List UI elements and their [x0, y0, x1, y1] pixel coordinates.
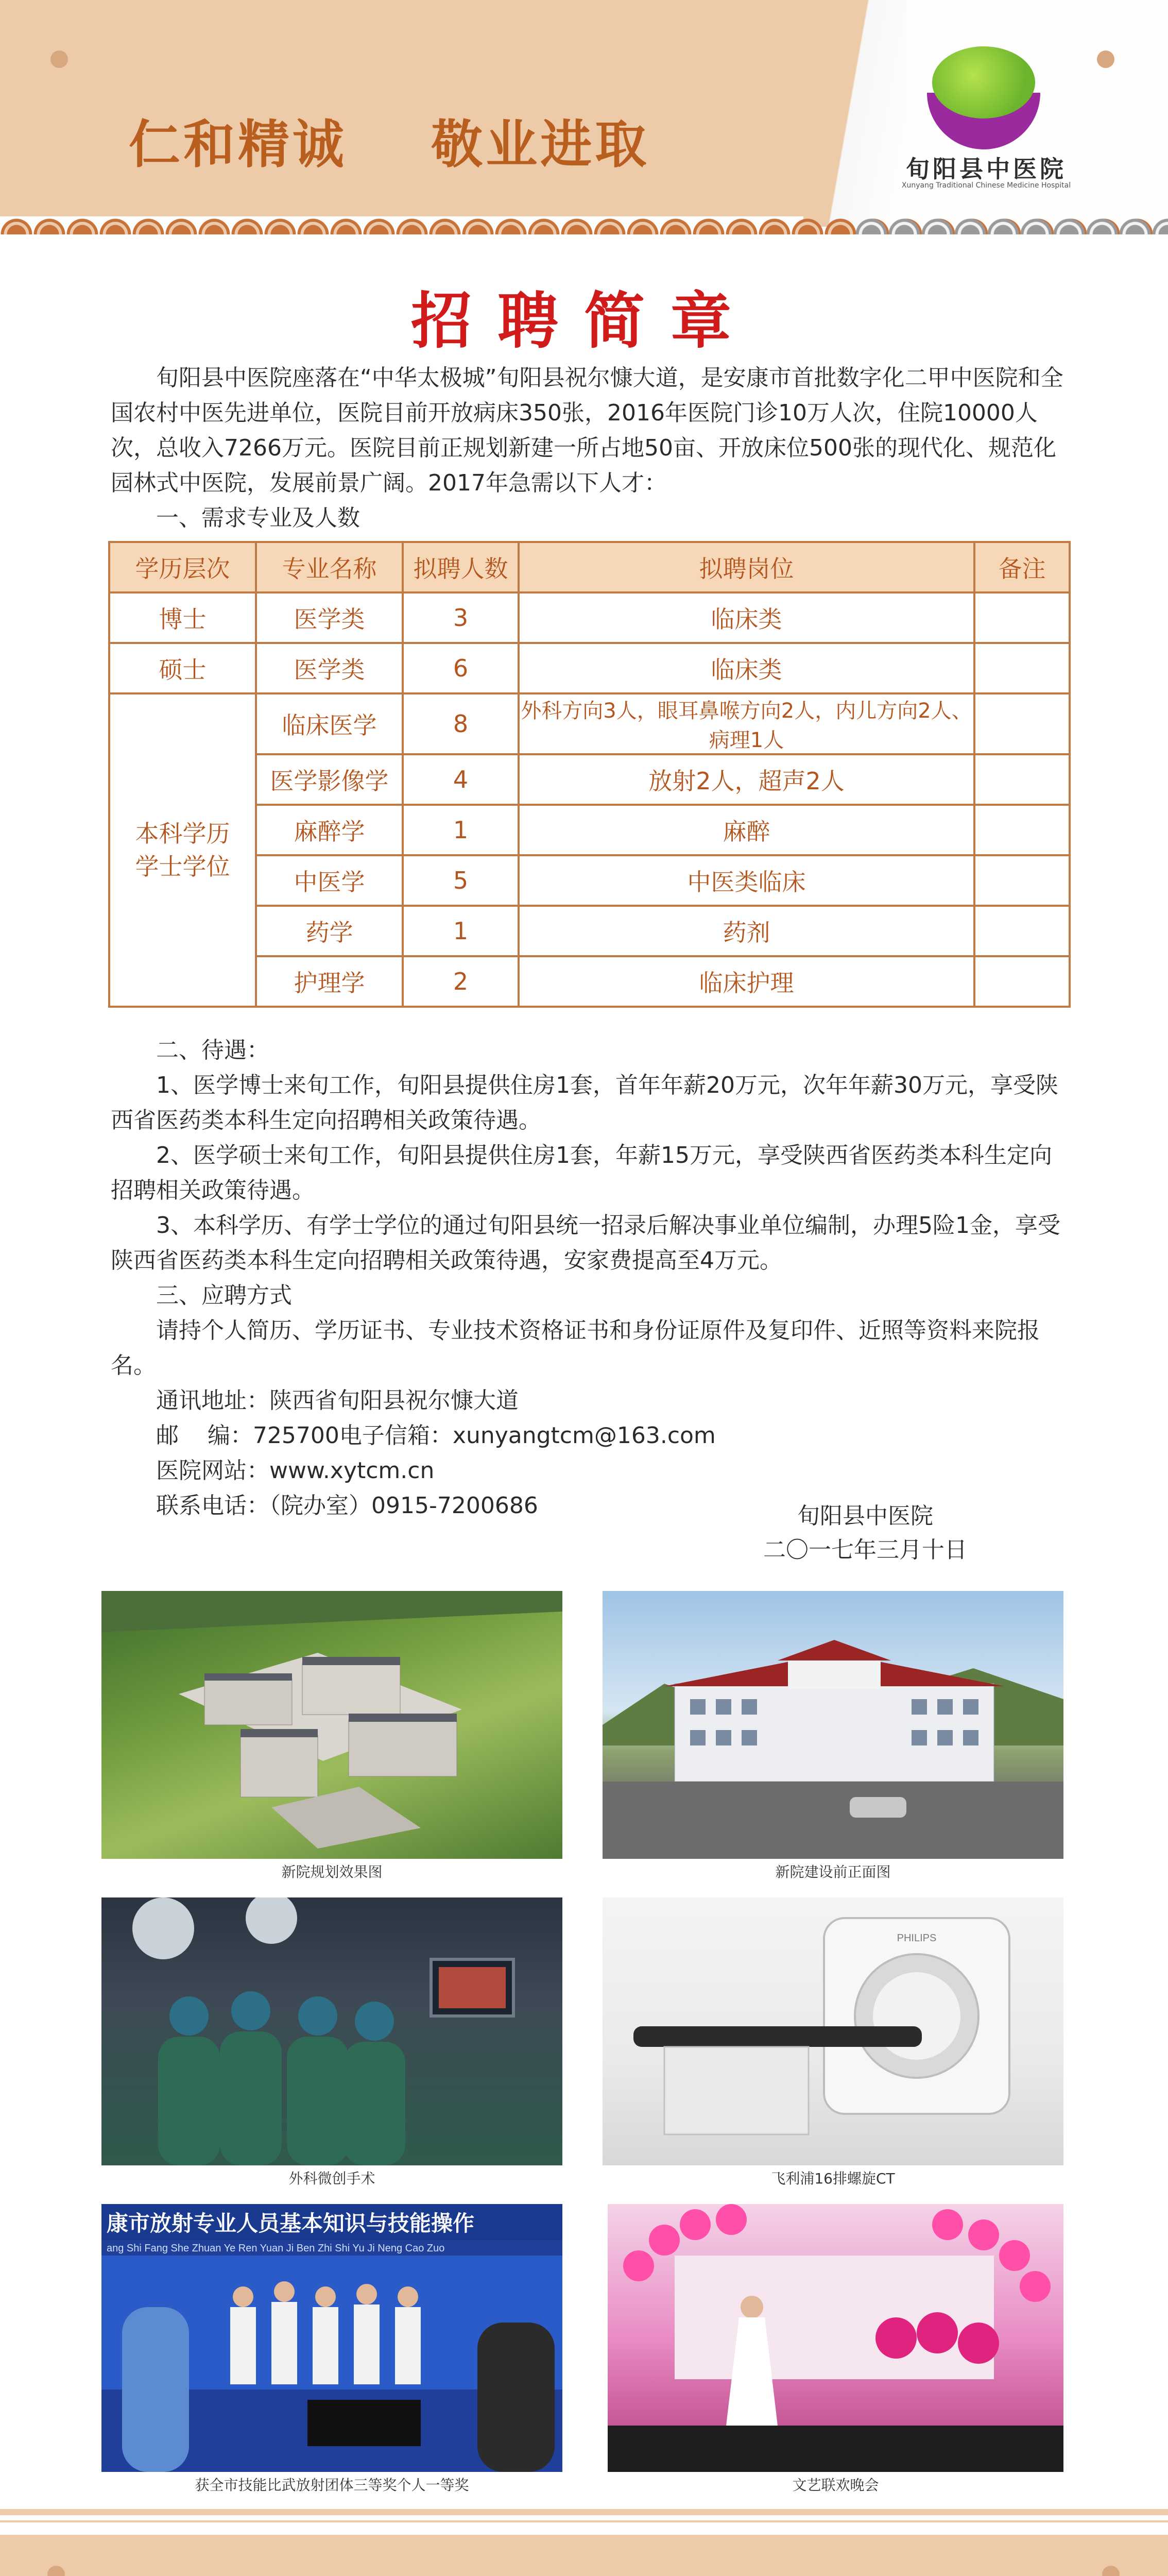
cell-count: 2	[403, 956, 519, 1007]
photo-caption: 文艺联欢晚会	[792, 2477, 879, 2494]
requirements-table	[108, 541, 1071, 1008]
section-heading-needs: 一、需求专业及人数	[156, 505, 360, 531]
photo-caption: 新院规划效果图	[281, 1863, 383, 1880]
cell-level: 硕士	[109, 643, 256, 693]
footer-divider	[0, 2509, 1168, 2515]
award-banner-text: 康市放射专业人员基本知识与技能操作	[107, 2211, 475, 2235]
cell-major: 医学类	[256, 643, 403, 693]
page-header	[0, 0, 1168, 237]
cell-count: 1	[403, 805, 519, 855]
cell-level: 本科学历学士学位	[109, 693, 256, 1007]
decor-dot	[47, 2566, 65, 2576]
cell-note	[974, 805, 1070, 855]
benefit-item: 3、本科学历、有学士学位的通过旬阳县统一招录后解决事业单位编制，办理5险1金，享受陕西省医药类本科生定向招聘相关政策待遇，安家费提高至4万元。	[111, 1212, 1060, 1274]
table-row	[109, 592, 1070, 643]
cell-major: 护理学	[256, 956, 403, 1007]
table-header-cell: 学历层次	[109, 542, 256, 592]
apply-text: 请持个人简历、学历证书、专业技术资格证书和身份证原件及复印件、近照等资料来院报名。	[111, 1317, 1040, 1379]
cell-post: 临床类	[519, 643, 974, 693]
photo-caption: 外科微创手术	[288, 2170, 375, 2187]
cell-post: 临床类	[519, 592, 974, 643]
contact-address: 通讯地址：陕西省旬阳县祝尔慷大道	[156, 1387, 519, 1414]
signature-block	[731, 1499, 999, 1567]
hospital-name-en: Xunyang Traditional Chinese Medicine Hospital	[901, 181, 1071, 190]
cell-note	[974, 754, 1070, 805]
section-heading-benefits: 二、待遇：	[156, 1037, 269, 1063]
photo-planning-render	[101, 1591, 562, 1859]
photo-ct-scanner	[603, 1897, 1063, 2165]
signature-org: 旬阳县中医院	[797, 1503, 933, 1529]
decor-dot	[50, 50, 68, 68]
cell-note	[974, 956, 1070, 1007]
award-banner-pinyin: ang Shi Fang She Zhuan Ye Ren Yuan Ji Ben Zhi Shi Yu Ji Neng Cao Zuo	[107, 2243, 445, 2254]
decor-dot	[1097, 50, 1114, 68]
cell-post: 中医类临床	[519, 855, 974, 906]
hospital-logo-icon	[927, 46, 1040, 149]
photo-award-ceremony	[101, 2204, 562, 2472]
cell-note	[974, 592, 1070, 643]
intro-paragraph: 旬阳县中医院座落在“中华太极城”旬阳县祝尔慷大道，是安康市首批数字化二甲中医院和全国农村中医先进单位，医院目前开放病床350张，2016年医院门诊10万人次，住院10000人次，总收入7266万元。医院目前正规划新建一所占地50亩、开放床位500张的现代化、规范化园林式中医院，发展前景广阔。2017年急需以下人才：	[111, 365, 1063, 496]
photo-front-view	[603, 1591, 1063, 1859]
cell-count: 8	[403, 693, 519, 754]
cell-post: 外科方向3人，眼耳鼻喉方向2人，内儿方向2人、病理1人	[519, 693, 974, 754]
photo-gala	[608, 2204, 1063, 2472]
table-header-cell: 专业名称	[256, 542, 403, 592]
cell-level: 博士	[109, 592, 256, 643]
benefit-item: 2、医学硕士来旬工作，旬阳县提供住房1套，年薪15万元，享受陕西省医药类本科生定向招聘相关政策待遇。	[111, 1142, 1052, 1204]
header-curve	[803, 0, 906, 227]
photo-caption: 获全市技能比武放射团体三等奖个人一等奖	[195, 2477, 469, 2494]
photo-caption: 新院建设前正面图	[775, 1863, 891, 1880]
cell-count: 3	[403, 592, 519, 643]
cell-note	[974, 643, 1070, 693]
header-slogan: 仁和精诚 敬业进取	[129, 114, 650, 175]
table-row	[109, 693, 1070, 754]
cell-note	[974, 693, 1070, 754]
cell-count: 6	[403, 643, 519, 693]
cell-note	[974, 906, 1070, 956]
cell-post: 放射2人，超声2人	[519, 754, 974, 805]
benefits-block	[111, 1033, 1069, 1523]
page-title: 招聘简章	[410, 285, 757, 357]
cell-count: 1	[403, 906, 519, 956]
cell-major: 临床医学	[256, 693, 403, 754]
photo-caption: 飞利浦16排螺旋CT	[771, 2170, 895, 2187]
benefit-item: 1、医学博士来旬工作，旬阳县提供住房1套，首年年薪20万元，次年年薪30万元，享受陕西省医药类本科生定向招聘相关政策待遇。	[111, 1072, 1058, 1133]
cell-post: 麻醉	[519, 805, 974, 855]
section-heading-apply: 三、应聘方式	[156, 1282, 292, 1309]
page-footer	[0, 2535, 1168, 2576]
cell-note	[974, 855, 1070, 906]
cell-post: 临床护理	[519, 956, 974, 1007]
signature-date: 二〇一七年三月十日	[763, 1537, 967, 1563]
footer-divider-thin	[0, 2520, 1168, 2522]
cell-major: 中医学	[256, 855, 403, 906]
contact-postal-email: 邮 编：725700电子信箱：xunyangtcm@163.com	[156, 1422, 716, 1449]
table-header-row	[109, 542, 1070, 592]
table-header-cell: 备注	[974, 542, 1070, 592]
cell-major: 药学	[256, 906, 403, 956]
cell-post: 药剂	[519, 906, 974, 956]
intro-block	[111, 361, 1069, 536]
header-scallop-border-grey	[855, 204, 1168, 234]
hospital-name: 旬阳县中医院	[906, 155, 1067, 183]
decor-dot	[1102, 2566, 1120, 2576]
cell-major: 麻醉学	[256, 805, 403, 855]
table-header-cell: 拟聘人数	[403, 542, 519, 592]
cell-major: 医学影像学	[256, 754, 403, 805]
photo-surgery	[101, 1897, 562, 2165]
ct-brand-text: PHILIPS	[897, 1933, 937, 1944]
contact-phone: 联系电话：（院办室）0915-7200686	[156, 1493, 538, 1519]
cell-count: 4	[403, 754, 519, 805]
contact-website: 医院网站：www.xytcm.cn	[156, 1458, 435, 1484]
table-row	[109, 643, 1070, 693]
table-header-cell: 拟聘岗位	[519, 542, 974, 592]
cell-major: 医学类	[256, 592, 403, 643]
cell-count: 5	[403, 855, 519, 906]
